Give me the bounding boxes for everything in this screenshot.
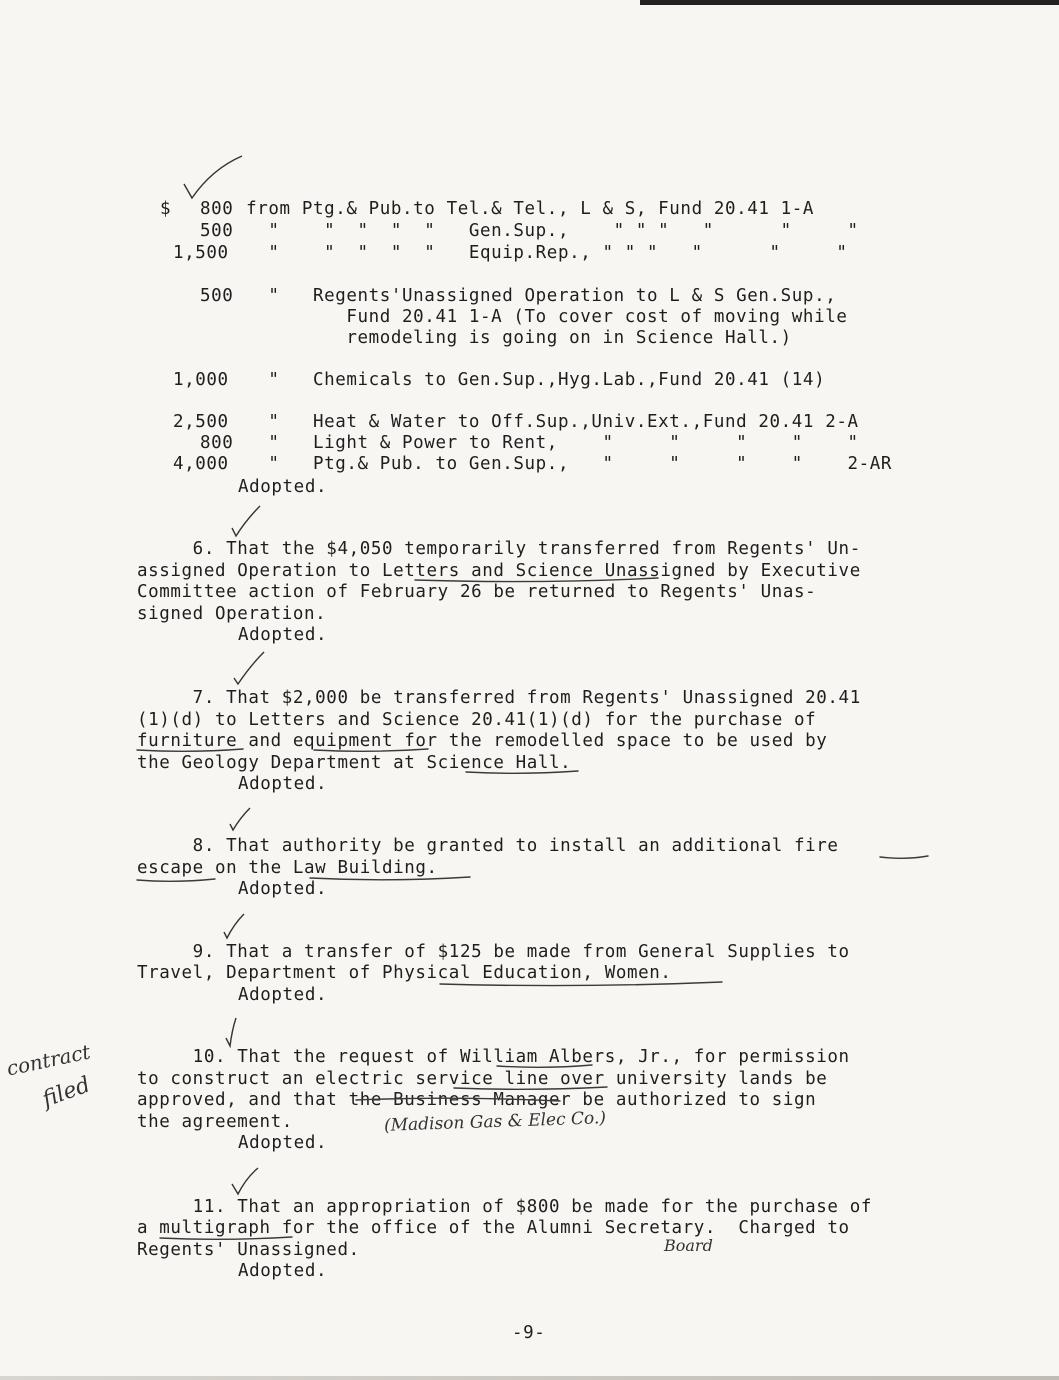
item-10-line: 10. That the request of William Albers, Jr., for permission (137, 1047, 850, 1067)
transfer-amount: 2,500 (173, 412, 229, 432)
adopted-label: Adopted. (238, 879, 328, 899)
check-mark-icon (230, 1168, 260, 1196)
transfer-amount: 500 (200, 286, 234, 306)
adopted-label: Adopted. (238, 774, 328, 794)
transfer-line: remodeling is going on in Science Hall.) (235, 328, 792, 348)
check-mark-icon (232, 652, 266, 686)
item-7-line: furniture and equipment for the remodelled space to be used by (137, 731, 828, 751)
transfer-line: " Ptg.& Pub. to Gen.Sup., " " " " 2-AR (235, 454, 893, 474)
adopted-label: Adopted. (238, 985, 328, 1005)
item-10-line: to construct an electric service line over university lands be (137, 1069, 828, 1089)
transfer-line: Fund 20.41 1-A (To cover cost of moving while (235, 307, 848, 327)
transfer-line: " " " " " Equip.Rep., " " " " " " (235, 243, 848, 263)
handwritten-insert: (Madison Gas & Elec Co.) (383, 1108, 607, 1136)
item-10-line: approved, and that the Business Manager be authorized to sign (137, 1090, 817, 1110)
adopted-label: Adopted. (238, 1261, 328, 1281)
item-7-line: the Geology Department at Science Hall. (137, 753, 572, 773)
page-edge-top (640, 0, 1059, 5)
adopted-label: Adopted. (238, 477, 328, 497)
dollar-sign: $ (160, 199, 172, 219)
item-9-line: 9. That a transfer of $125 be made from General Supplies to (137, 942, 850, 962)
transfer-line: " " " " " Gen.Sup., " " " " " " (235, 221, 859, 241)
margin-note: contract (4, 1039, 93, 1081)
check-mark-icon (222, 914, 246, 940)
transfer-amount: 800 (200, 199, 234, 219)
check-mark-icon (222, 1018, 242, 1048)
transfer-line: " Regents'Unassigned Operation to L & S Gen.Sup., (235, 286, 837, 306)
item-6-line: 6. That the $4,050 temporarily transferred from Regents' Un- (137, 539, 861, 559)
item-8-line: 8. That authority be granted to install an additional fire (137, 836, 839, 856)
adopted-label: Adopted. (238, 625, 328, 645)
transfer-line: from Ptg.& Pub.to Tel.& Tel., L & S, Fund 20.41 1-A (235, 199, 815, 219)
transfer-amount: 800 (200, 433, 234, 453)
transfer-line: " Light & Power to Rent, " " " " " (235, 433, 859, 453)
underline-mark (880, 856, 928, 858)
transfer-amount: 1,500 (173, 243, 229, 263)
item-11-line: a multigraph for the office of the Alumni Secretary. Charged to (137, 1218, 850, 1238)
adopted-label: Adopted. (238, 1133, 328, 1153)
item-11-line: Regents' Unassigned. (137, 1240, 360, 1260)
transfer-line: " Chemicals to Gen.Sup.,Hyg.Lab.,Fund 20.41 (14) (235, 370, 826, 390)
item-6-line: assigned Operation to Letters and Science Unassigned by Executive (137, 561, 861, 581)
transfer-amount: 4,000 (173, 454, 229, 474)
item-8-line: escape on the Law Building. (137, 858, 438, 878)
item-10-line: the agreement. (137, 1112, 293, 1132)
item-11-line: 11. That an appropriation of $800 be made for the purchase of (137, 1197, 872, 1217)
handwritten-insert: Board (664, 1236, 713, 1255)
transfer-amount: 1,000 (173, 370, 229, 390)
item-7-line: 7. That $2,000 be transferred from Regents' Unassigned 20.41 (137, 688, 861, 708)
item-7-line: (1)(d) to Letters and Science 20.41(1)(d) for the purchase of (137, 710, 817, 730)
item-9-line: Travel, Department of Physical Education, Women. (137, 963, 672, 983)
margin-note: filed (39, 1072, 94, 1113)
underline-mark (137, 879, 215, 881)
transfer-amount: 500 (200, 221, 234, 241)
check-mark-icon (230, 506, 264, 540)
transfer-line: " Heat & Water to Off.Sup.,Univ.Ext.,Fund 20.41 2-A (235, 412, 859, 432)
check-mark-icon (182, 154, 244, 200)
page-edge-bottom (0, 1376, 1059, 1380)
page-number: -9- (512, 1323, 546, 1343)
check-mark-icon (228, 808, 252, 832)
item-6-line: Committee action of February 26 be returned to Regents' Unas- (137, 582, 817, 602)
item-6-line: signed Operation. (137, 604, 327, 624)
